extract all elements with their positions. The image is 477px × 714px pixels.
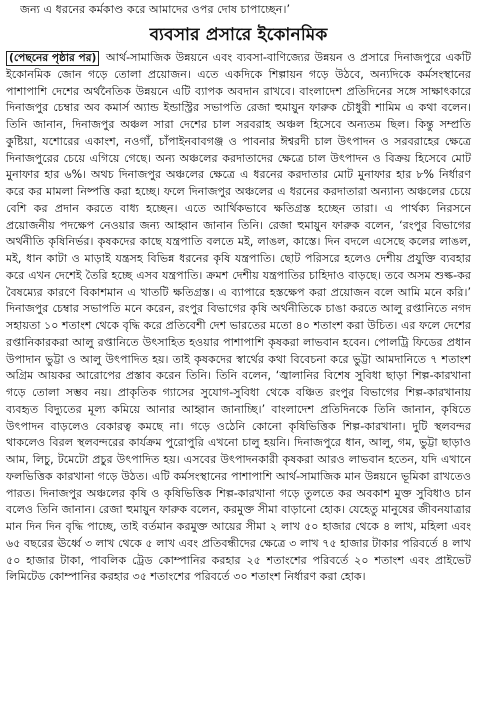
article-text: আর্থ-সামাজিক উন্নয়নে এবং ব্যবসা-বাণিজ্যের উন্নয়ন ও প্রসারে দিনাজপুরে একটি ইকোনমিক জোন গড়ে তোলা প্রয়োজন। এতে একদিকে শিল্পায়ন গড়ে উঠবে, অন্যদিকে কর্মসংস্থানের পাশাপাশি দেশের অর্থনৈতিক উন্নয়নে এটি ব্যাপক অবদান রাখবে। বাংলাদেশ প্রতিদিনের সঙ্গে সাক্ষাৎকারে দিনাজপুর চেম্বার অব কমার্স অ্যান্ড ইন্ডাস্ট্রির সভাপতি রেজা হুমায়ুন ফারুক চৌধুরী শামিম এ কথা বলেন। তিনি জানান, দিনাজপুর অঞ্চল সারা দেশের চাল সরবরাহ অঞ্চল হিসেবে অন্যতম ছিল। কিন্তু সম্প্রতি কুষ্টিয়া, যশোরের একাংশ, নওগাঁ, চাঁপাইনবাবগঞ্জ ও পাবনার ঈশ্বরদী চাল উৎপাদন ও সরবরাহের ক্ষেত্রে দিনাজপুরের চেয়ে এগিয়ে গেছে। অন্য অঞ্চলের করদাতাদের ক্ষেত্রে চাল উৎপাদন ও বিক্রয় হিসেবে মোট মুনাফার হার ৬%। অথচ দিনাজপুর অঞ্চলের ক্ষেত্রে এ ধরনের করদাতার মোট মুনাফার হার ৮% নির্ধারণ করে কর মামলা নিষ্পত্তি করা হচ্ছে। ফলে দিনাজপুর অঞ্চলের এ ধরনের করদাতারা অন্যান্য অঞ্চলের চেয়ে বেশি কর প্রদান করতে বাধ্য হচ্ছেন। এতে আর্থিকভাবে ক্ষতিগ্রস্ত হচ্ছেন তারা। এ পার্থক্য নিরসনে প্রয়োজনীয় পদক্ষেপ নেওয়ার জন্য আহ্বান জানান তিনি। রেজা হুমায়ুন ফারুক বলেন, ‘রংপুর বিভাগের অর্থনীতি কৃষিনির্ভর। কৃষকদের কাছে যন্ত্রপাতি বলতে মই, লাঙল, কাস্তে। দিন বদলে এসেছে কলের লাঙল, মই, ধান কাটা ও মাড়াই যন্ত্রসহ বিভিন্ন ধরনের কৃষি যন্ত্রপাতি। ছোট পরিসরে হলেও দেশীয় প্রযুক্তি ব্যবহার করে এখন দেশেই তৈরি হচ্ছে এসব যন্ত্রপাতি। ক্রমশ দেশীয় যন্ত্রপাতির চাহিদাও বাড়ছে। তবে অসম শুল্ক-কর বৈষম্যের কারণে বিকাশমান এ খাতটি ক্ষতিগ্রস্ত। এ ব্যাপারে হস্তক্ষেপ করা প্রয়োজন বলে আমি মনে করি।’ দিনাজপুর চেম্বার সভাপতি মনে করেন, রংপুর বিভাগের কৃষি অর্থনীতিকে চাঙা করতে আলু রপ্তানিতে নগদ সহায়তা ১০ শতাংশ থেকে বৃদ্ধি করে প্রতিবেশী দেশ ভারতের মতো ৪০ শতাংশ করা উচিত। এর ফলে দেশের রপ্তানিকারকরা আলু রপ্তানিতে উৎসাহিত হওয়ার পাশাপাশি কৃষকরা লাভবান হবেন। পোলট্রি ফিডের প্রধান উপাদান ভুট্টা ও আলু উৎপাদিত হয়। তাই কৃষকদের স্বার্থের কথা বিবেচনা করে ভুট্টা আমদানিতে ৭ শতাংশ অগ্রিম আয়কর আরোপের প্রস্তাব করেন তিনি। তিনি বলেন, ‘জ্বালানির বিশেষ সুবিধা ছাড়া শিল্প-কারখানা গড়ে তোলা সম্ভব নয়। প্রাকৃতিক গ্যাসের সুযোগ-সুবিধা থেকে বঞ্চিত রংপুর বিভাগের শিল্প-কারখানায় ব্যবহৃত বিদ্যুতের মূল্য কমিয়ে আনার আহ্বান জানাচ্ছি।’ বাংলাদেশ প্রতিদিনকে তিনি জানান, কৃষিতে উৎপাদন বাড়লেও বেকারত্ব কমছে না। গড়ে ওঠেনি কোনো কৃষিভিত্তিক শিল্প-কারখানা। দুটি স্থলবন্দর থাকলেও বিরল স্থলবন্দরের কার্যক্রম পুরোপুরি এখনো চালু হয়নি। দিনাজপুরে ধান, আলু, গম, ভুট্টা ছাড়াও আম, লিচু, টমেটো প্রচুর উৎপাদিত হয়। এসবের উৎপাদনকারী কৃষকরা আরও লাভবান হতেন, যদি এখানে ফলভিত্তিক কারখানা গড়ে উঠত। এটি কর্মসংস্থানের পাশাপাশি আর্থ-সামাজিক মান উন্নয়নে ভূমিকা রাখতেও পারত। দিনাজপুর অঞ্চলের কৃষি ও কৃষিভিত্তিক শিল্প-কারখানা গড়ে তুলতে কর অবকাশ মুক্ত সুবিধাও চান বলেও তিনি জানান। রেজা হুমায়ুন ফারুক বলেন, করমুক্ত সীমা বাড়ানো হোক। যেহেতু মানুষের জীবনযাত্রার মান দিন দিন বৃদ্ধি পাচ্ছে, তাই বর্তমান করমুক্ত আয়ের সীমা ২ লাখ ৫০ হাজার থেকে ৪ লাখ, মহিলা এবং ৬৫ বছরের ঊর্ধ্বে ৩ লাখ থেকে ৫ লাখ এবং প্রতিবন্ধীদের ক্ষেত্রে ৩ লাখ ৭৫ হাজার টাকার পরিবর্তে ৪ লাখ ৫০ হাজার টাকা, পাবলিক ট্রেড কোম্পানির করহার ২৫ শতাংশের পরিবর্তে ২০ শতাংশ এবং প্রাইভেট লিমিটেড কোম্পানির করহার ৩৫ শতাংশের পরিবর্তে ৩০ শতাংশ নির্ধারণ করা হোক। xyxy=(6,51,471,584)
article-headline: ব্যবসার প্রসারে ইকোনমিক xyxy=(149,25,328,45)
article-body xyxy=(6,50,471,586)
continued-from-tag: (পেছনের পৃষ্ঠার পর) xyxy=(6,51,99,66)
previous-article-tail: জন্য এ ধরনের কর্মকাণ্ড করে আমাদের ওপর দোষ চাপাচ্ছেন।’ xyxy=(20,3,290,16)
